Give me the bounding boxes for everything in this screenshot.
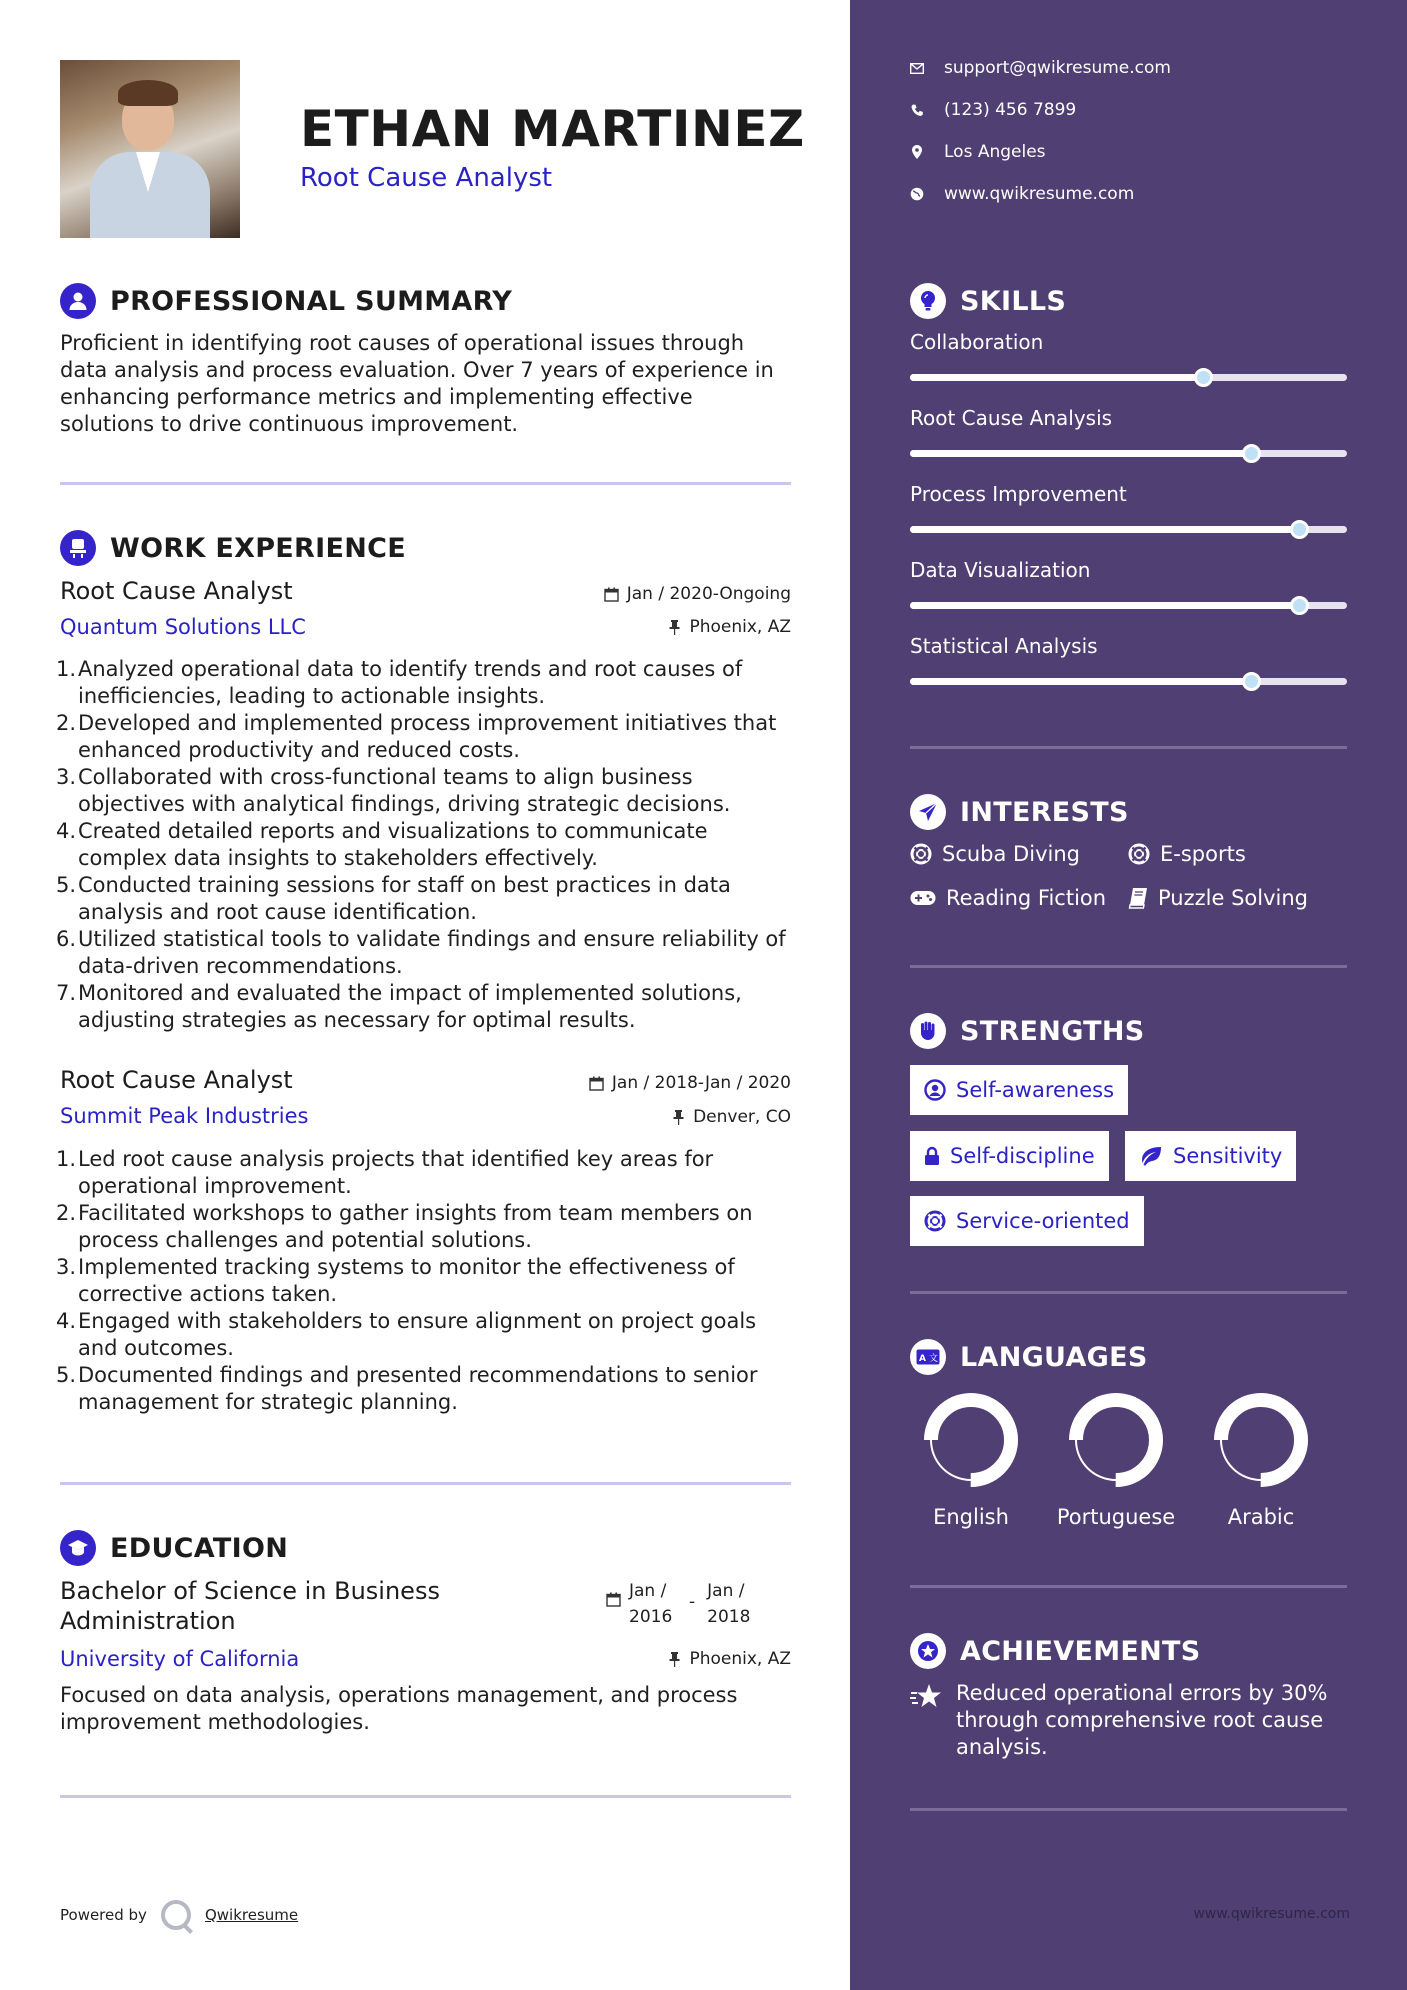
skill-bar (910, 450, 1347, 457)
contact-website[interactable] (910, 184, 1134, 204)
languages-heading (910, 1339, 1148, 1375)
job-location (668, 617, 791, 637)
paper-plane-icon (910, 794, 946, 830)
job-bullets (56, 656, 791, 1034)
summary-text: Proficient in identifying root causes of operational issues through data analysis and process evaluation. Over 7 years of experience in enhancing performance metrics and implementing effective solutions to drive continuous improvement. (60, 331, 774, 436)
interest-item (910, 886, 1106, 910)
skill-bar-fill (910, 678, 1251, 685)
strength-label: Service-oriented (956, 1209, 1130, 1233)
divider (910, 746, 1347, 749)
job-location-text: Phoenix, AZ (689, 617, 791, 637)
job-date-text: Jan / 2020-Ongoing (626, 584, 791, 604)
divider (60, 1795, 791, 1798)
lifebuoy-icon (924, 1210, 946, 1232)
profile-photo (60, 60, 240, 238)
skill-bar-fill (910, 374, 1203, 381)
interest-label: Reading Fiction (946, 886, 1107, 910)
contact-phone-text: (123) 456 7899 (944, 100, 1077, 120)
skill-bar-fill (910, 602, 1299, 609)
strength-label: Self-discipline (950, 1144, 1095, 1168)
list-item: 5. Conducted training sessions for staff on best practices in data analysis and root cause identification. (56, 873, 731, 924)
contact-email-text: support@qwikresume.com (944, 58, 1171, 78)
experience-heading (60, 530, 406, 566)
strengths-heading (910, 1013, 1145, 1049)
list-item: 7. Monitored and evaluated the impact of implemented solutions, adjusting strategies as necessary for optimal results. (56, 981, 742, 1032)
summary-title: PROFESSIONAL SUMMARY (110, 285, 513, 317)
skill-label: Data Visualization (910, 558, 1091, 582)
language-label: Portuguese (1056, 1505, 1176, 1529)
strength-label: Self-awareness (956, 1078, 1115, 1102)
user-circle-icon (924, 1079, 946, 1101)
job-title: Root Cause Analyst (60, 1066, 293, 1094)
skill-level-knob (1290, 596, 1309, 615)
job-location (672, 1107, 791, 1127)
list-item: 2. Facilitated workshops to gather insights from team members on process challenges and potential solutions. (56, 1201, 753, 1252)
job-company: Summit Peak Industries (60, 1104, 309, 1128)
divider (910, 965, 1347, 968)
interest-label: E-sports (1160, 842, 1246, 866)
contact-phone[interactable] (910, 100, 1076, 120)
list-item: 4. Engaged with stakeholders to ensure alignment on project goals and outcomes. (56, 1309, 757, 1360)
list-item: 4. Created detailed reports and visualizations to communicate complex data insights to stakeholders effectively. (56, 819, 708, 870)
graduation-cap-icon (60, 1530, 96, 1566)
pin-icon (672, 1110, 685, 1125)
skill-bar (910, 374, 1347, 381)
divider (60, 482, 791, 485)
language-label: English (933, 1505, 1009, 1529)
interest-label: Scuba Diving (942, 842, 1080, 866)
language-donut (921, 1390, 1021, 1490)
list-item: 6. Utilized statistical tools to validate findings and ensure reliability of data-driven recommendations. (56, 927, 786, 978)
skills-heading (910, 283, 1066, 319)
contact-location (910, 142, 1046, 162)
svg-text:文: 文 (929, 1354, 939, 1364)
star-icon (910, 1683, 942, 1711)
education-description: Focused on data analysis, operations management, and process improvement methodologies. (60, 1683, 738, 1734)
interests-heading (910, 794, 1129, 830)
list-item: 5. Documented findings and presented recommendations to senior management for strategic planning. (56, 1363, 758, 1414)
education-heading (60, 1530, 288, 1566)
divider (910, 1585, 1347, 1588)
divider (910, 1291, 1347, 1294)
strength-tag (910, 1196, 1144, 1246)
interest-item (1128, 842, 1246, 866)
skill-level-knob (1194, 368, 1213, 387)
skill-bar (910, 526, 1347, 533)
lock-icon (924, 1146, 940, 1166)
contact-website-text: www.qwikresume.com (944, 184, 1135, 204)
user-icon (60, 283, 96, 319)
list-item: 3. Implemented tracking systems to monitor the effectiveness of corrective actions taken. (56, 1255, 735, 1306)
skills-title: SKILLS (960, 285, 1067, 317)
education-date-start: Jan / 2016 (629, 1581, 673, 1627)
job-company: Quantum Solutions LLC (60, 615, 306, 639)
pin-icon (668, 1652, 681, 1667)
envelope-icon (910, 63, 924, 74)
powered-by-label: Powered by (60, 1906, 147, 1924)
interest-item (910, 842, 1080, 866)
skill-label: Root Cause Analysis (910, 406, 1113, 430)
job-date (589, 1073, 791, 1093)
candidate-title: Root Cause Analyst (300, 163, 553, 193)
languages-title: LANGUAGES (960, 1341, 1148, 1373)
svg-text:A: A (919, 1354, 926, 1364)
contact-location-text: Los Angeles (944, 142, 1046, 162)
fist-icon (910, 1013, 946, 1049)
skill-label: Collaboration (910, 330, 1044, 354)
gamepad-icon (910, 890, 936, 906)
job-location-text: Denver, CO (693, 1107, 791, 1127)
interest-label: Puzzle Solving (1158, 886, 1308, 910)
list-item: 3. Collaborated with cross-functional teams to align business objectives with analytical findings, driving strategic decisions. (56, 765, 731, 816)
education-location (668, 1649, 791, 1669)
degree-title: Bachelor of Science in Business Administration (60, 1577, 440, 1635)
lifebuoy-icon (910, 843, 932, 865)
list-item: 1. Led root cause analysis projects that identified key areas for operational improvement. (56, 1147, 714, 1198)
education-date-end: Jan / 2018 (707, 1581, 751, 1627)
job-date (604, 584, 791, 604)
map-marker-icon (910, 145, 924, 159)
lightbulb-icon (910, 283, 946, 319)
skill-label: Process Improvement (910, 482, 1127, 506)
strength-tag (910, 1065, 1128, 1115)
language-icon (910, 1339, 946, 1375)
language-donut (1066, 1390, 1166, 1490)
list-item: 2. Developed and implemented process improvement initiatives that enhanced productivity and reduced costs. (56, 711, 777, 762)
education-date (606, 1578, 755, 1630)
contact-email[interactable] (910, 58, 1171, 78)
skill-bar (910, 602, 1347, 609)
achievements-title: ACHIEVEMENTS (960, 1635, 1201, 1667)
calendar-icon (606, 1592, 621, 1607)
language-donut (1211, 1390, 1311, 1490)
education-date-sep: - (689, 1592, 696, 1612)
skill-bar (910, 678, 1347, 685)
experience-title: WORK EXPERIENCE (110, 532, 406, 564)
education-location-text: Phoenix, AZ (689, 1649, 791, 1669)
lifebuoy-icon (1128, 843, 1150, 865)
strength-tag (1125, 1131, 1296, 1181)
strength-tag (910, 1131, 1109, 1181)
globe-icon (910, 187, 924, 201)
skill-bar-fill (910, 526, 1299, 533)
summary-heading (60, 283, 512, 319)
skill-level-knob (1242, 672, 1261, 691)
achievement-text: Reduced operational errors by 30% through comprehensive root cause analysis. (956, 1681, 1328, 1759)
footer-url[interactable]: www.qwikresume.com (1193, 1906, 1350, 1922)
interest-item (1128, 886, 1308, 910)
qwikresume-logo-icon (161, 1900, 191, 1930)
achievements-heading (910, 1633, 1201, 1669)
calendar-icon (589, 1076, 604, 1091)
candidate-name: ETHAN MARTINEZ (300, 100, 805, 158)
skill-label: Statistical Analysis (910, 634, 1098, 658)
skill-bar-fill (910, 450, 1251, 457)
skill-level-knob (1290, 520, 1309, 539)
calendar-icon (604, 587, 619, 602)
job-title: Root Cause Analyst (60, 577, 293, 605)
briefcase-icon (60, 530, 96, 566)
star-badge-icon (910, 1633, 946, 1669)
job-bullets (56, 1146, 791, 1416)
interests-title: INTERESTS (960, 796, 1129, 828)
strengths-title: STRENGTHS (960, 1015, 1145, 1047)
divider (60, 1482, 791, 1485)
divider (910, 1808, 1347, 1811)
leaf-icon (1139, 1146, 1163, 1166)
skill-level-knob (1242, 444, 1261, 463)
book-icon (1128, 887, 1148, 909)
sidebar (850, 0, 1407, 1990)
school-name: University of California (60, 1647, 300, 1671)
phone-icon (910, 104, 924, 117)
strength-label: Sensitivity (1173, 1144, 1283, 1168)
qwikresume-link[interactable]: Qwikresume (204, 1906, 299, 1924)
education-title: EDUCATION (110, 1532, 289, 1564)
list-item: 1. Analyzed operational data to identify trends and root causes of inefficiencies, leading to actionable insights. (56, 657, 743, 708)
pin-icon (668, 620, 681, 635)
job-date-text: Jan / 2018-Jan / 2020 (611, 1073, 791, 1093)
footer-branding (60, 1900, 298, 1930)
language-label: Arabic (1227, 1505, 1295, 1529)
